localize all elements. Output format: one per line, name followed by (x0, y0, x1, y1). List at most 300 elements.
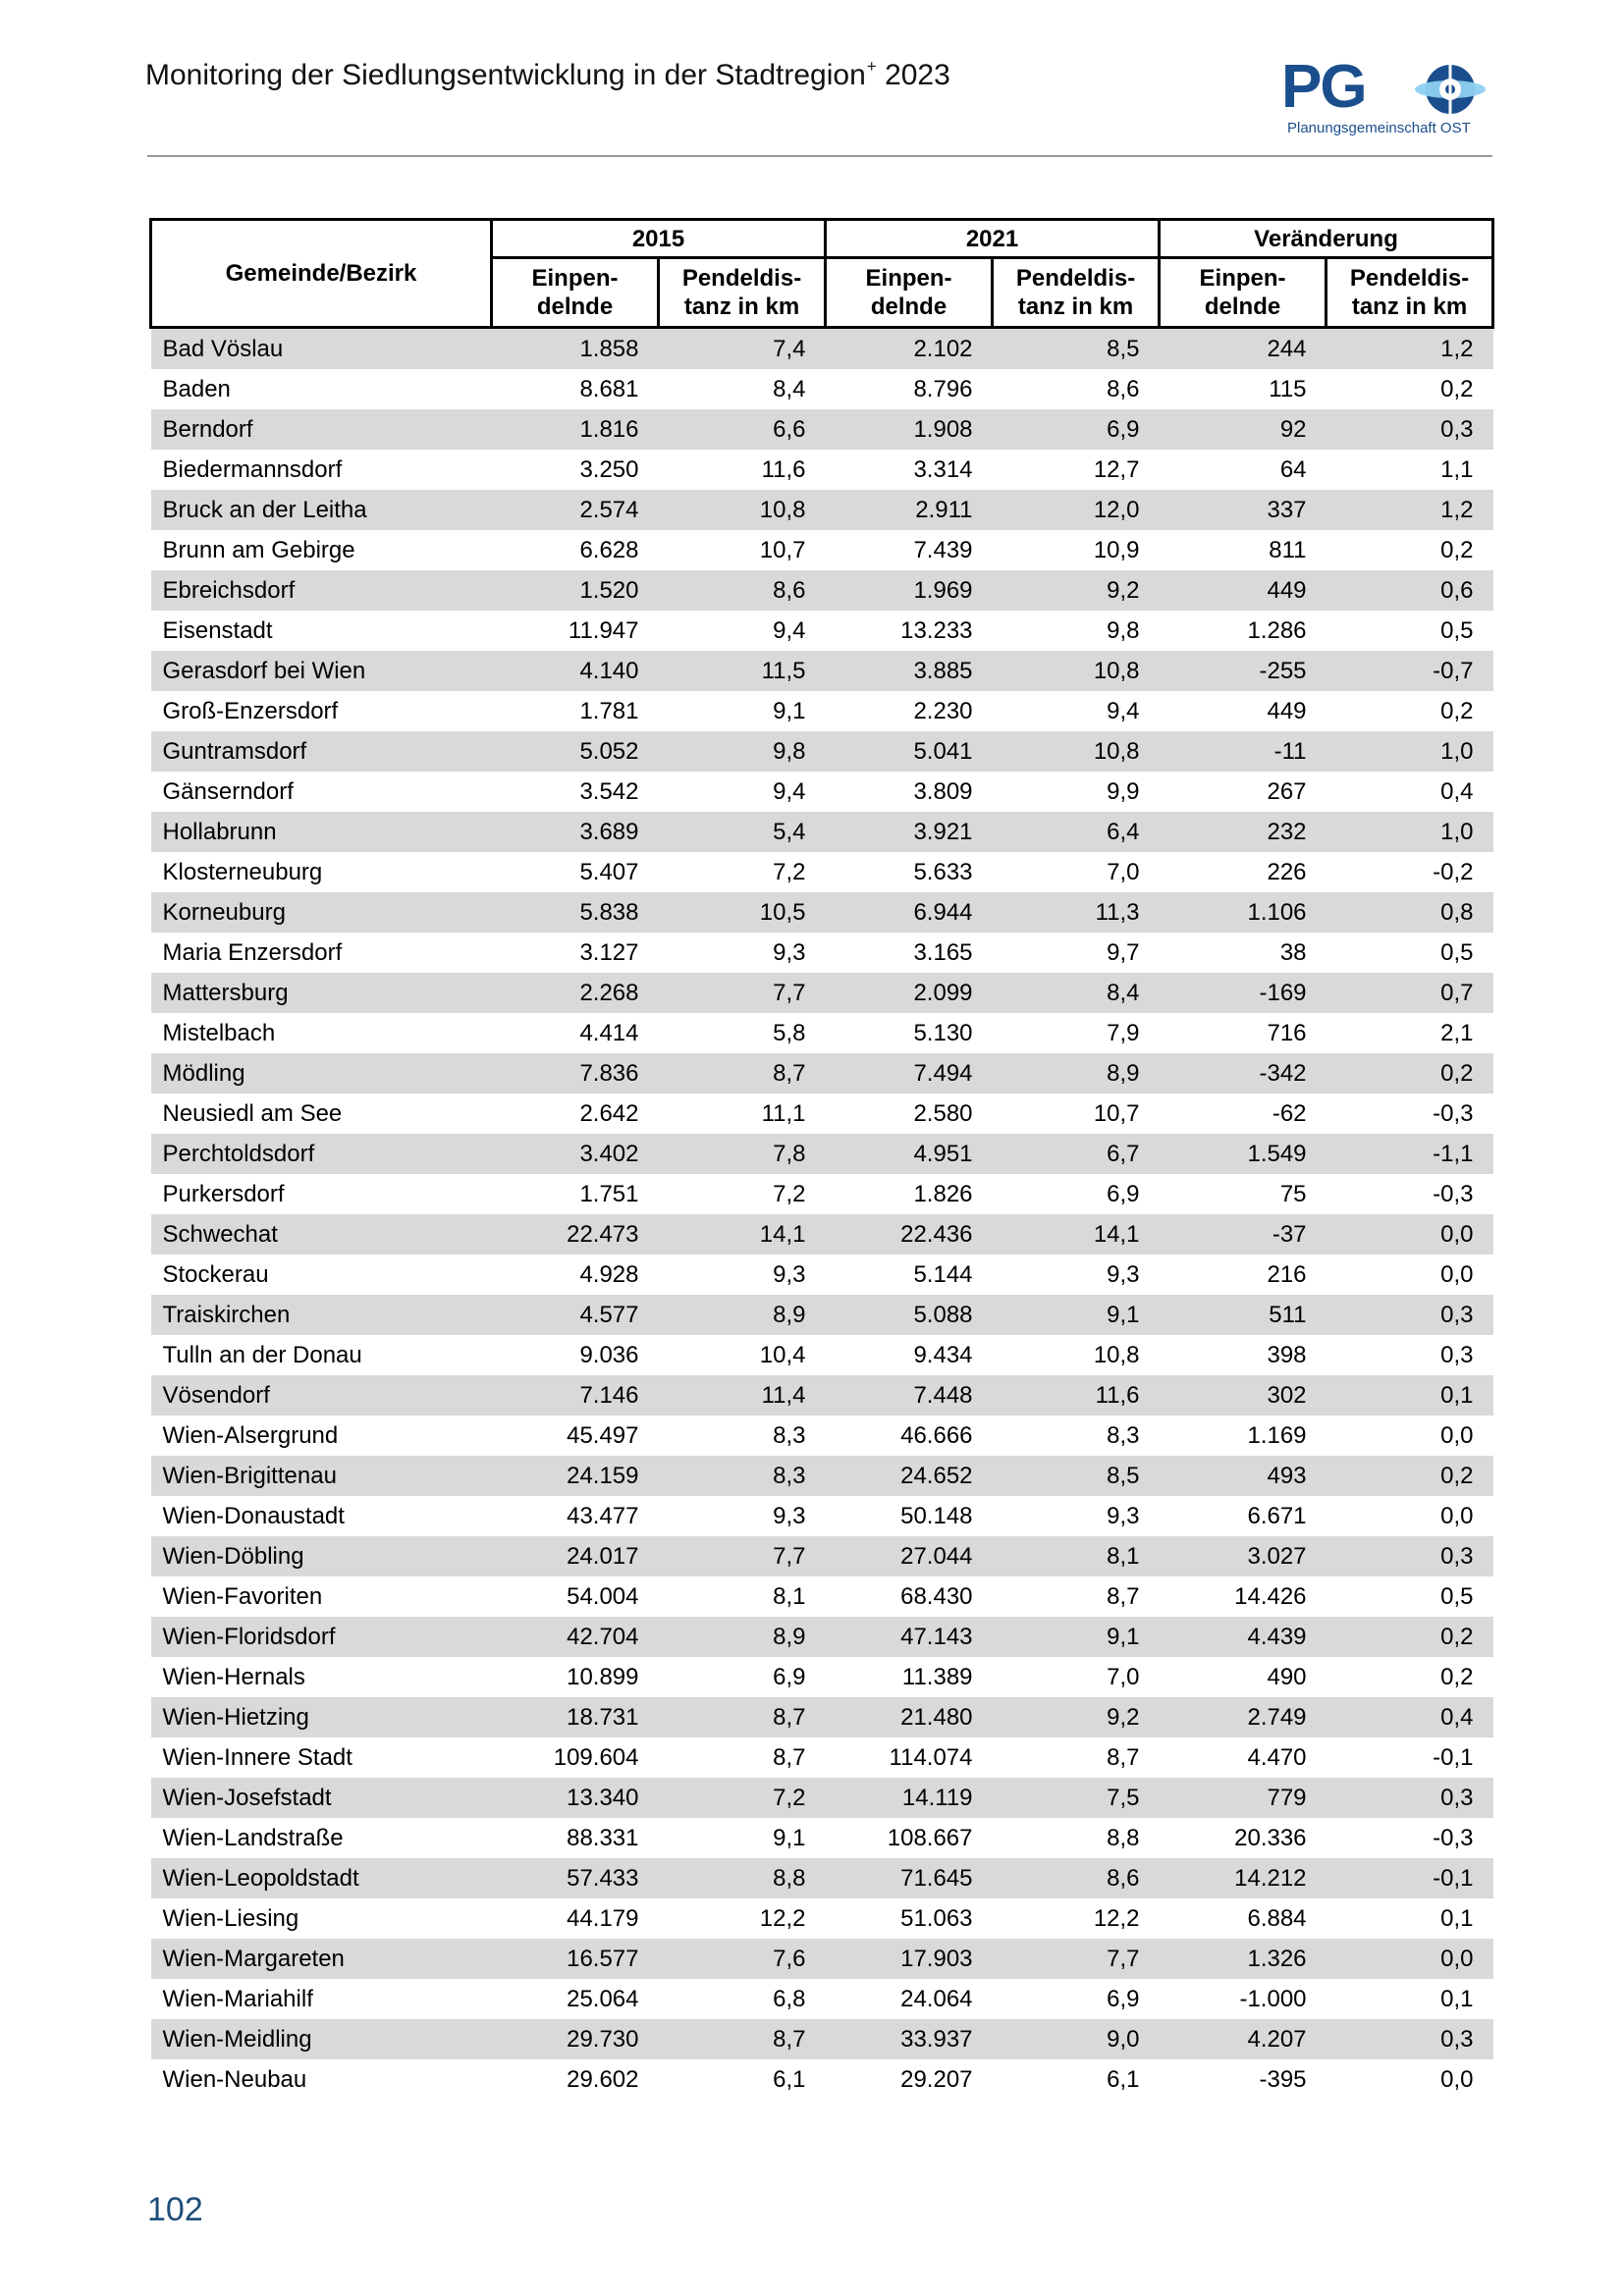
einpendelnde-veraenderung: 4.207 (1160, 2019, 1326, 2059)
pendeldistanz-2015: 8,6 (659, 570, 826, 611)
einpendelnde-veraenderung: 449 (1267, 697, 1307, 724)
pendeldistanz-2021: 9,2 (993, 1697, 1160, 1737)
einpendelnde-2021: 33.937 (826, 2019, 993, 2059)
einpendelnde-2015: 4.577 (492, 1295, 659, 1335)
einpendelnde-veraenderung: 4.470 (1247, 1743, 1307, 1771)
pendeldistanz-2021: 8,8 (1107, 1824, 1140, 1851)
einpendelnde-2021: 114.074 (889, 1743, 973, 1771)
pendeldistanz-2021: 8,5 (993, 328, 1160, 370)
einpendelnde-veraenderung: 244 (1160, 328, 1326, 370)
pendeldistanz-2015: 9,3 (773, 938, 806, 966)
gemeinde-name: Perchtoldsdorf (151, 1134, 492, 1174)
pendeldistanz-veraenderung: 1,0 (1326, 731, 1493, 772)
pendeldistanz-veraenderung: -0,2 (1433, 858, 1474, 885)
einpendelnde-veraenderung: 20.336 (1234, 1824, 1307, 1851)
pendeldistanz-veraenderung: 0,0 (1440, 1260, 1474, 1288)
pendeldistanz-veraenderung: 0,3 (1326, 1295, 1493, 1335)
table-row (151, 1898, 1493, 1939)
gemeinde-name: Wien-Innere Stadt (162, 1743, 352, 1771)
einpendelnde-2021: 68.430 (900, 1582, 973, 1610)
einpendelnde-2015: 54.004 (567, 1582, 639, 1610)
pendeldistanz-veraenderung: 1,2 (1326, 328, 1493, 370)
einpendelnde-2021: 11.389 (901, 1663, 973, 1690)
gemeinde-name: Neusiedl am See (162, 1099, 343, 1127)
pendeldistanz-2021: 6,9 (993, 409, 1160, 450)
table-row (151, 651, 1493, 691)
pendeldistanz-2021: 11,3 (993, 892, 1160, 933)
pendeldistanz-2021: 8,7 (1107, 1743, 1140, 1771)
pgo-logo (1281, 53, 1492, 145)
einpendelnde-veraenderung: 1.549 (1160, 1134, 1326, 1174)
table-row (151, 1818, 1493, 1858)
pendeldistanz-2021: 10,8 (993, 651, 1160, 691)
pendeldistanz-2015: 8,7 (659, 2019, 826, 2059)
einpendelnde-veraenderung: 449 (1160, 570, 1326, 611)
einpendelnde-2015: 24.017 (492, 1536, 659, 1576)
pendeldistanz-2021: 6,7 (993, 1134, 1160, 1174)
pendeldistanz-veraenderung: 0,7 (1326, 973, 1493, 1013)
pendeldistanz-2015: 9,8 (659, 731, 826, 772)
einpendelnde-veraenderung: 1.326 (1160, 1939, 1326, 1979)
logo-globe-icon (1411, 63, 1489, 116)
pendeldistanz-veraenderung: 0,1 (1440, 1985, 1474, 2012)
pendeldistanz-veraenderung: 0,2 (1326, 1456, 1493, 1496)
table-row (151, 1496, 1493, 1536)
einpendelnde-2015: 45.497 (567, 1421, 639, 1449)
pendeldistanz-veraenderung: 0,2 (1440, 697, 1474, 724)
einpendelnde-veraenderung: 14.212 (1160, 1858, 1326, 1898)
pendeldistanz-2015: 10,8 (659, 490, 826, 530)
einpendelnde-2015: 3.127 (579, 938, 639, 966)
pendeldistanz-2021: 9,1 (993, 1295, 1160, 1335)
pendeldistanz-veraenderung: 2,1 (1440, 1019, 1474, 1046)
pendeldistanz-2021: 9,2 (993, 570, 1160, 611)
einpendelnde-2021: 3.885 (826, 651, 993, 691)
table-row (151, 691, 1493, 731)
gemeinde-name: Purkersdorf (162, 1180, 285, 1207)
pendeldistanz-2015: 8,7 (773, 1743, 806, 1771)
einpendelnde-2015: 7.836 (492, 1053, 659, 1094)
pendeldistanz-2021: 8,5 (993, 1456, 1160, 1496)
einpendelnde-veraenderung: 226 (1267, 858, 1307, 885)
subheader-pendeldistanz: Pendeldis- tanz in km (659, 258, 826, 328)
einpendelnde-veraenderung: 92 (1160, 409, 1326, 450)
pendeldistanz-2015: 9,3 (773, 1260, 806, 1288)
pendeldistanz-2015: 12,2 (759, 1904, 806, 1932)
pendeldistanz-veraenderung: 0,3 (1326, 2019, 1493, 2059)
pendeldistanz-veraenderung: 0,4 (1440, 777, 1474, 805)
einpendelnde-2021: 2.099 (826, 973, 993, 1013)
einpendelnde-2015: 2.642 (579, 1099, 639, 1127)
einpendelnde-veraenderung: 14.426 (1234, 1582, 1307, 1610)
einpendelnde-veraenderung: -342 (1160, 1053, 1326, 1094)
table-row (151, 892, 1493, 933)
table-row (151, 772, 1493, 812)
pendeldistanz-2015: 8,3 (773, 1421, 806, 1449)
pendeldistanz-veraenderung: 0,8 (1326, 892, 1493, 933)
pendeldistanz-veraenderung: 0,1 (1440, 1904, 1474, 1932)
pendeldistanz-2021: 8,1 (993, 1536, 1160, 1576)
pendeldistanz-2015: 8,7 (659, 1697, 826, 1737)
einpendelnde-2021: 3.809 (913, 777, 973, 805)
einpendelnde-2015: 24.159 (492, 1456, 659, 1496)
pendeldistanz-2015: 7,2 (773, 1180, 806, 1207)
table-row (151, 1536, 1493, 1576)
pendeldistanz-veraenderung: 0,3 (1326, 409, 1493, 450)
einpendelnde-2015: 11.947 (568, 616, 639, 644)
subheader-pendeldistanz: Pendeldis- tanz in km (993, 258, 1160, 328)
table-row (151, 2019, 1493, 2059)
pendeldistanz-2015: 7,7 (659, 973, 826, 1013)
pendeldistanz-veraenderung: 0,1 (1326, 1375, 1493, 1415)
table-row (151, 1657, 1493, 1697)
einpendelnde-2021: 47.143 (826, 1617, 993, 1657)
table-row (151, 369, 1493, 409)
einpendelnde-veraenderung: 2.749 (1160, 1697, 1326, 1737)
pendeldistanz-veraenderung: -0,1 (1326, 1858, 1493, 1898)
einpendelnde-2021: 2.911 (826, 490, 993, 530)
einpendelnde-2015: 25.064 (567, 1985, 639, 2012)
einpendelnde-veraenderung: 779 (1160, 1778, 1326, 1818)
table-row (151, 450, 1493, 490)
gemeinde-name: Brunn am Gebirge (162, 536, 355, 563)
einpendelnde-veraenderung: -1.000 (1239, 1985, 1307, 2012)
pendeldistanz-veraenderung: 0,0 (1440, 1502, 1474, 1529)
table-row (151, 1375, 1493, 1415)
einpendelnde-veraenderung: -11 (1160, 731, 1326, 772)
einpendelnde-2021: 14.119 (826, 1778, 993, 1818)
einpendelnde-2021: 3.165 (913, 938, 973, 966)
gemeinde-name: Gerasdorf bei Wien (151, 651, 492, 691)
einpendelnde-2015: 1.520 (492, 570, 659, 611)
einpendelnde-2021: 3.314 (913, 455, 973, 483)
einpendelnde-veraenderung: 511 (1160, 1295, 1326, 1335)
einpendelnde-2021: 51.063 (900, 1904, 973, 1932)
table-row (151, 2059, 1493, 2100)
pendeldistanz-2021: 9,1 (993, 1617, 1160, 1657)
pendeldistanz-veraenderung: 1,0 (1326, 812, 1493, 852)
einpendelnde-2021: 24.652 (826, 1456, 993, 1496)
einpendelnde-2021: 7.448 (826, 1375, 993, 1415)
table-row (151, 1617, 1493, 1657)
einpendelnde-2021: 46.666 (900, 1421, 973, 1449)
gemeinde-name: Traiskirchen (151, 1295, 492, 1335)
gemeinde-name: Klosterneuburg (162, 858, 323, 885)
einpendelnde-2015: 3.402 (492, 1134, 659, 1174)
table-row (151, 611, 1493, 651)
gemeinde-name: Guntramsdorf (151, 731, 492, 772)
pendeldistanz-veraenderung: 1,1 (1440, 455, 1474, 483)
table-row (151, 570, 1493, 611)
einpendelnde-2015: 44.179 (567, 1904, 639, 1932)
einpendelnde-2021: 4.951 (826, 1134, 993, 1174)
pendeldistanz-2021: 6,9 (1107, 1985, 1140, 2012)
gemeinde-name: Wien-Hietzing (151, 1697, 492, 1737)
gemeinde-name: Wien-Döbling (151, 1536, 492, 1576)
einpendelnde-veraenderung: 4.439 (1160, 1617, 1326, 1657)
pendeldistanz-2021: 9,0 (993, 2019, 1160, 2059)
pendeldistanz-2021: 8,4 (993, 973, 1160, 1013)
table-row (151, 1979, 1493, 2019)
einpendelnde-2021: 50.148 (900, 1502, 973, 1529)
pendeldistanz-2021: 12,7 (1093, 455, 1140, 483)
einpendelnde-2021: 27.044 (826, 1536, 993, 1576)
einpendelnde-2015: 13.340 (492, 1778, 659, 1818)
pendeldistanz-2015: 10,7 (759, 536, 806, 563)
einpendelnde-2021: 5.144 (913, 1260, 973, 1288)
gemeinde-name: Eisenstadt (162, 616, 273, 644)
pendeldistanz-2015: 6,6 (659, 409, 826, 450)
gemeinde-name: Wien-Alsergrund (162, 1421, 339, 1449)
einpendelnde-2015: 10.899 (567, 1663, 639, 1690)
einpendelnde-2015: 5.838 (492, 892, 659, 933)
gemeinde-name: Wien-Landstraße (162, 1824, 344, 1851)
einpendelnde-2021: 1.908 (826, 409, 993, 450)
gemeinde-name: Bad Vöslau (151, 328, 492, 370)
table-row (151, 812, 1493, 852)
einpendelnde-2021: 8.796 (913, 375, 973, 402)
pendeldistanz-2015: 10,5 (659, 892, 826, 933)
einpendelnde-veraenderung: 64 (1279, 455, 1307, 483)
pendeldistanz-veraenderung: 0,2 (1440, 1663, 1474, 1690)
table-row (151, 1013, 1493, 1053)
pendeldistanz-2015: 6,8 (773, 1985, 806, 2012)
gemeinde-name: Vösendorf (151, 1375, 492, 1415)
einpendelnde-2015: 5.052 (492, 731, 659, 772)
pendeldistanz-2021: 8,7 (1107, 1582, 1140, 1610)
einpendelnde-2021: 22.436 (826, 1214, 993, 1255)
pendeldistanz-2015: 8,4 (773, 375, 806, 402)
pendeldistanz-2021: 8,3 (1107, 1421, 1140, 1449)
einpendelnde-2015: 22.473 (492, 1214, 659, 1255)
pendeldistanz-2015: 5,8 (773, 1019, 806, 1046)
gemeinde-name: Wien-Leopoldstadt (151, 1858, 492, 1898)
column-header-gemeinde: Gemeinde/Bezirk (151, 220, 492, 328)
subheader-pendeldistanz: Pendeldis- tanz in km (1326, 258, 1493, 328)
subheader-einpendelnde: Einpen- delnde (1160, 258, 1326, 328)
einpendelnde-2021: 5.130 (913, 1019, 973, 1046)
gemeinde-name: Wien-Donaustadt (162, 1502, 345, 1529)
einpendelnde-veraenderung: 490 (1267, 1663, 1307, 1690)
einpendelnde-veraenderung: 3.027 (1160, 1536, 1326, 1576)
einpendelnde-veraenderung: -62 (1272, 1099, 1307, 1127)
einpendelnde-veraenderung: 216 (1267, 1260, 1307, 1288)
einpendelnde-veraenderung: 38 (1279, 938, 1307, 966)
table-row (151, 1939, 1493, 1979)
pendeldistanz-2015: 6,9 (773, 1663, 806, 1690)
einpendelnde-2015: 29.730 (492, 2019, 659, 2059)
einpendelnde-2021: 2.102 (826, 328, 993, 370)
gemeinde-name: Biedermannsdorf (162, 455, 343, 483)
table-row (151, 1415, 1493, 1456)
pendeldistanz-2015: 5,4 (659, 812, 826, 852)
pendeldistanz-2015: 8,9 (659, 1617, 826, 1657)
pendeldistanz-2021: 8,9 (993, 1053, 1160, 1094)
pendeldistanz-2015: 9,1 (773, 1824, 806, 1851)
pendeldistanz-2015: 9,4 (773, 616, 806, 644)
pendeldistanz-2021: 8,6 (1107, 375, 1140, 402)
einpendelnde-2015: 42.704 (492, 1617, 659, 1657)
pendeldistanz-2021: 10,7 (1093, 1099, 1140, 1127)
einpendelnde-2021: 21.480 (826, 1697, 993, 1737)
table-row (151, 1737, 1493, 1778)
group-header-2021: 2021 (826, 220, 1160, 258)
pendeldistanz-veraenderung: 0,2 (1326, 1617, 1493, 1657)
pendeldistanz-2015: 11,5 (659, 651, 826, 691)
pendeldistanz-veraenderung: 0,0 (1326, 1939, 1493, 1979)
gemeinde-name: Mistelbach (162, 1019, 276, 1046)
gemeinde-name: Korneuburg (151, 892, 492, 933)
einpendelnde-2015: 16.577 (492, 1939, 659, 1979)
pendeldistanz-2015: 7,2 (773, 858, 806, 885)
document-title-year: 2023 (885, 59, 950, 91)
gemeinde-name: Wien-Floridsdorf (151, 1617, 492, 1657)
pendeldistanz-veraenderung: -0,3 (1433, 1824, 1474, 1851)
gemeinde-name: Wien-Mariahilf (162, 1985, 313, 2012)
einpendelnde-2015: 1.816 (492, 409, 659, 450)
pendeldistanz-veraenderung: 0,2 (1440, 375, 1474, 402)
pendeldistanz-2021: 7,0 (1107, 858, 1140, 885)
table-row (151, 1295, 1493, 1335)
einpendelnde-veraenderung: 6.671 (1247, 1502, 1307, 1529)
einpendelnde-veraenderung: 267 (1267, 777, 1307, 805)
table-row (151, 1858, 1493, 1898)
einpendelnde-2015: 3.689 (492, 812, 659, 852)
group-header-2015: 2015 (492, 220, 826, 258)
gemeinde-name: Tulln an der Donau (162, 1341, 362, 1368)
pendeldistanz-veraenderung: 0,0 (1440, 1421, 1474, 1449)
einpendelnde-2015: 29.602 (567, 2065, 639, 2093)
gemeinde-name: Wien-Margareten (151, 1939, 492, 1979)
table-row (151, 530, 1493, 570)
einpendelnde-2021: 2.230 (913, 697, 973, 724)
einpendelnde-2021: 2.580 (913, 1099, 973, 1127)
einpendelnde-veraenderung: 232 (1160, 812, 1326, 852)
einpendelnde-2015: 18.731 (492, 1697, 659, 1737)
einpendelnde-veraenderung: -395 (1259, 2065, 1307, 2093)
pendeldistanz-2021: 7,7 (993, 1939, 1160, 1979)
pendeldistanz-2015: 7,7 (659, 1536, 826, 1576)
einpendelnde-2015: 4.414 (579, 1019, 639, 1046)
einpendelnde-veraenderung: 493 (1160, 1456, 1326, 1496)
table-row (151, 1335, 1493, 1375)
einpendelnde-veraenderung: 1.286 (1247, 616, 1307, 644)
einpendelnde-2015: 57.433 (492, 1858, 659, 1898)
pendeldistanz-2015: 8,3 (659, 1456, 826, 1496)
einpendelnde-2015: 5.407 (579, 858, 639, 885)
einpendelnde-veraenderung: -169 (1160, 973, 1326, 1013)
gemeinde-name: Groß-Enzersdorf (162, 697, 339, 724)
table-row (151, 1174, 1493, 1214)
pendeldistanz-veraenderung: -0,3 (1433, 1180, 1474, 1207)
table-row (151, 490, 1493, 530)
einpendelnde-2021: 7.494 (826, 1053, 993, 1094)
einpendelnde-2015: 43.477 (567, 1502, 639, 1529)
header-divider (147, 155, 1492, 157)
gemeinde-name: Maria Enzersdorf (162, 938, 343, 966)
logo-letters: PG (1281, 53, 1366, 121)
table-row (151, 1255, 1493, 1295)
pendeldistanz-2021: 14,1 (993, 1214, 1160, 1255)
pendeldistanz-veraenderung: -0,1 (1433, 1743, 1474, 1771)
pendeldistanz-2021: 6,4 (993, 812, 1160, 852)
einpendelnde-2015: 8.681 (579, 375, 639, 402)
einpendelnde-2015: 3.250 (579, 455, 639, 483)
einpendelnde-2015: 2.268 (492, 973, 659, 1013)
einpendelnde-2015: 1.781 (579, 697, 639, 724)
pendeldistanz-2021: 10,8 (1093, 1341, 1140, 1368)
gemeinde-name: Wien-Favoriten (162, 1582, 323, 1610)
einpendelnde-veraenderung: 6.884 (1247, 1904, 1307, 1932)
einpendelnde-2021: 108.667 (887, 1824, 973, 1851)
einpendelnde-2015: 6.628 (579, 536, 639, 563)
pendeldistanz-veraenderung: 1,2 (1326, 490, 1493, 530)
pendeldistanz-2015: 6,1 (773, 2065, 806, 2093)
einpendelnde-2015: 7.146 (492, 1375, 659, 1415)
pendeldistanz-veraenderung: 0,2 (1440, 536, 1474, 563)
pendeldistanz-2015: 8,8 (659, 1858, 826, 1898)
gemeinde-name: Schwechat (151, 1214, 492, 1255)
table-row (151, 328, 1493, 370)
einpendelnde-veraenderung: 1.106 (1160, 892, 1326, 933)
gemeinde-name: Mödling (151, 1053, 492, 1094)
pendeldistanz-veraenderung: 0,2 (1326, 1053, 1493, 1094)
einpendelnde-2021: 9.434 (913, 1341, 973, 1368)
einpendelnde-2015: 4.140 (492, 651, 659, 691)
pendeldistanz-veraenderung: 0,3 (1326, 1778, 1493, 1818)
pendeldistanz-veraenderung: 0,6 (1326, 570, 1493, 611)
einpendelnde-veraenderung: 398 (1267, 1341, 1307, 1368)
pendeldistanz-veraenderung: 0,5 (1440, 938, 1474, 966)
einpendelnde-2015: 88.331 (567, 1824, 639, 1851)
pendeldistanz-2015: 7,4 (659, 328, 826, 370)
pendeldistanz-veraenderung: 0,3 (1326, 1536, 1493, 1576)
gemeinde-name: Wien-Brigittenau (151, 1456, 492, 1496)
group-header-veraenderung: Veränderung (1160, 220, 1493, 258)
pendeldistanz-2015: 7,8 (659, 1134, 826, 1174)
einpendelnde-2015: 3.542 (579, 777, 639, 805)
einpendelnde-veraenderung: 302 (1160, 1375, 1326, 1415)
table-row (151, 973, 1493, 1013)
einpendelnde-2015: 4.928 (579, 1260, 639, 1288)
einpendelnde-2021: 17.903 (826, 1939, 993, 1979)
pendeldistanz-2021: 10,9 (1093, 536, 1140, 563)
einpendelnde-veraenderung: 811 (1269, 536, 1307, 563)
pendeldistanz-veraenderung: 0,0 (1440, 2065, 1474, 2093)
pendeldistanz-2021: 6,9 (1107, 1180, 1140, 1207)
table-row (151, 933, 1493, 973)
pendeldistanz-2015: 9,4 (773, 777, 806, 805)
pendeldistanz-2021: 10,8 (993, 731, 1160, 772)
pendeldistanz-2021: 7,9 (1107, 1019, 1140, 1046)
pendeldistanz-2021: 8,6 (993, 1858, 1160, 1898)
pendeldistanz-2015: 9,1 (773, 697, 806, 724)
pendeldistanz-2021: 11,6 (993, 1375, 1160, 1415)
document-title (145, 57, 950, 92)
einpendelnde-2015: 2.574 (492, 490, 659, 530)
table-row (151, 409, 1493, 450)
pendeldistanz-veraenderung: 0,5 (1440, 1582, 1474, 1610)
pendeldistanz-2015: 8,1 (773, 1582, 806, 1610)
gemeinde-name: Wien-Hernals (162, 1663, 305, 1690)
einpendelnde-2015: 1.858 (492, 328, 659, 370)
pendeldistanz-2015: 11,1 (761, 1099, 806, 1127)
einpendelnde-2021: 3.921 (826, 812, 993, 852)
einpendelnde-2015: 1.751 (579, 1180, 639, 1207)
pendeldistanz-2021: 9,3 (1107, 1260, 1140, 1288)
einpendelnde-2015: 109.604 (553, 1743, 639, 1771)
pendeldistanz-veraenderung: 0,0 (1326, 1214, 1493, 1255)
